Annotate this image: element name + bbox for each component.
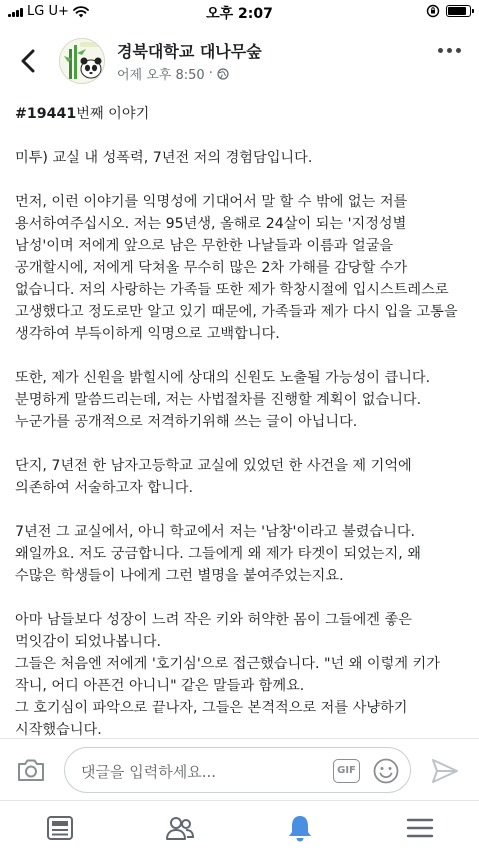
post-header: [0, 34, 479, 90]
post-meta: 어제 오후 8:50 ·: [117, 64, 229, 83]
chevron-left-icon: [20, 49, 36, 73]
menu-icon: [406, 816, 434, 840]
globe-icon: [217, 68, 229, 80]
feed-icon: [46, 815, 74, 841]
post-title-suffix: 번째 이야기: [76, 106, 150, 122]
more-dots-icon: [438, 48, 443, 53]
status-time: 오후 2:07: [206, 6, 273, 22]
gif-button[interactable]: GIF: [333, 759, 360, 783]
back-button[interactable]: [14, 46, 42, 76]
post-paragraph: 또한, 제가 신원을 밝힐시에 상대의 신원도 노출될 가능성이 큽니다. 분명하게 말씀드리는데, 저는 사법절차를 진행할 계획이 없습니다. 누군가를 공개적으로 저격하기위해 쓰는 글이 아닙니다.: [15, 370, 431, 430]
status-bar: [0, 0, 479, 24]
battery-icon: [446, 5, 471, 17]
camera-button[interactable]: [16, 757, 46, 783]
page-avatar[interactable]: [59, 38, 105, 84]
post-paragraph: 아마 남들보다 성장이 느려 작은 키와 허약한 몸이 그들에겐 좋은 먹잇감이 되었나봅니다. 그들은 처음엔 저에게 '호기심'으로 접근했습니다. "넌 왜 이렇게 키가 작니, 어디 아픈건 아니니" 같은 말들과 함께요. 그 호기심이 파악으로 끝나자, 그들은 본격적으로 저를 사냥하기 시작했습니다.: [15, 612, 440, 738]
hashtag-link[interactable]: #19441: [15, 106, 77, 122]
smiley-icon: [372, 757, 400, 785]
post-paragraph: 미투) 교실 내 성폭력, 7년전 저의 경험담입니다.: [15, 150, 313, 166]
status-right: [426, 4, 471, 18]
bottom-nav: [0, 800, 479, 853]
post-title: [15, 103, 470, 125]
camera-icon: [16, 757, 46, 783]
more-button[interactable]: [438, 48, 461, 53]
send-icon: [430, 757, 460, 785]
nav-friends[interactable]: [165, 813, 195, 843]
post-paragraph: 먼저, 이런 이야기를 익명성에 기대어서 말 할 수 밖에 없는 저를 용서하여주십시오. 저는 95년생, 올해로 24살이 되는 '지정성별 남성'이며 저에게 앞으로 남은 무한한 나날들과 이름과 얼굴을 공개할시에, 저에게 닥쳐올 무수히 많은 2차 가해를 감당할 수가 없습니다. 저의 사랑하는 가족들 또한 제가 학창시절에 입시스트레스로 고생했다고 정도로만 알고 있기 때문에, 가족들과 제가 다시 입을 고통을 생각하여 부득이하게 익명으로 고백합니다.: [15, 194, 458, 342]
post-paragraph: 단지, 7년전 한 남자고등학교 교실에 있었던 한 사건을 제 기억에 의존하여 서술하고자 합니다.: [15, 458, 412, 496]
emoji-button[interactable]: [372, 757, 400, 785]
notifications-icon: [286, 813, 314, 843]
bamboo-logo-icon: [60, 39, 105, 84]
page-name[interactable]: 경북대학교 대나무숲: [117, 42, 262, 61]
battery-level: [448, 7, 466, 15]
comment-input[interactable]: [64, 747, 411, 793]
carrier-label: LG U+: [27, 4, 69, 19]
nav-feed[interactable]: [45, 813, 75, 843]
comment-bar: [0, 738, 479, 800]
nav-menu[interactable]: [405, 813, 435, 843]
friends-icon: [165, 815, 195, 841]
send-button[interactable]: [430, 757, 460, 785]
comment-placeholder: 댓글을 입력하세요...: [81, 763, 216, 781]
post-body: [15, 103, 470, 738]
post-paragraph: 7년전 그 교실에서, 아니 학교에서 저는 '남창'이라고 불렸습니다. 왜일까요. 저도 궁금합니다. 그들에게 왜 제가 타겟이 되었는지, 왜 수많은 학생들이 나에게 그런 별명을 붙여주었는지요.: [15, 524, 421, 584]
nav-notifications[interactable]: [285, 813, 315, 843]
post-time[interactable]: 어제 오후 8:50: [117, 68, 205, 83]
orientation-lock-icon: [426, 4, 440, 18]
